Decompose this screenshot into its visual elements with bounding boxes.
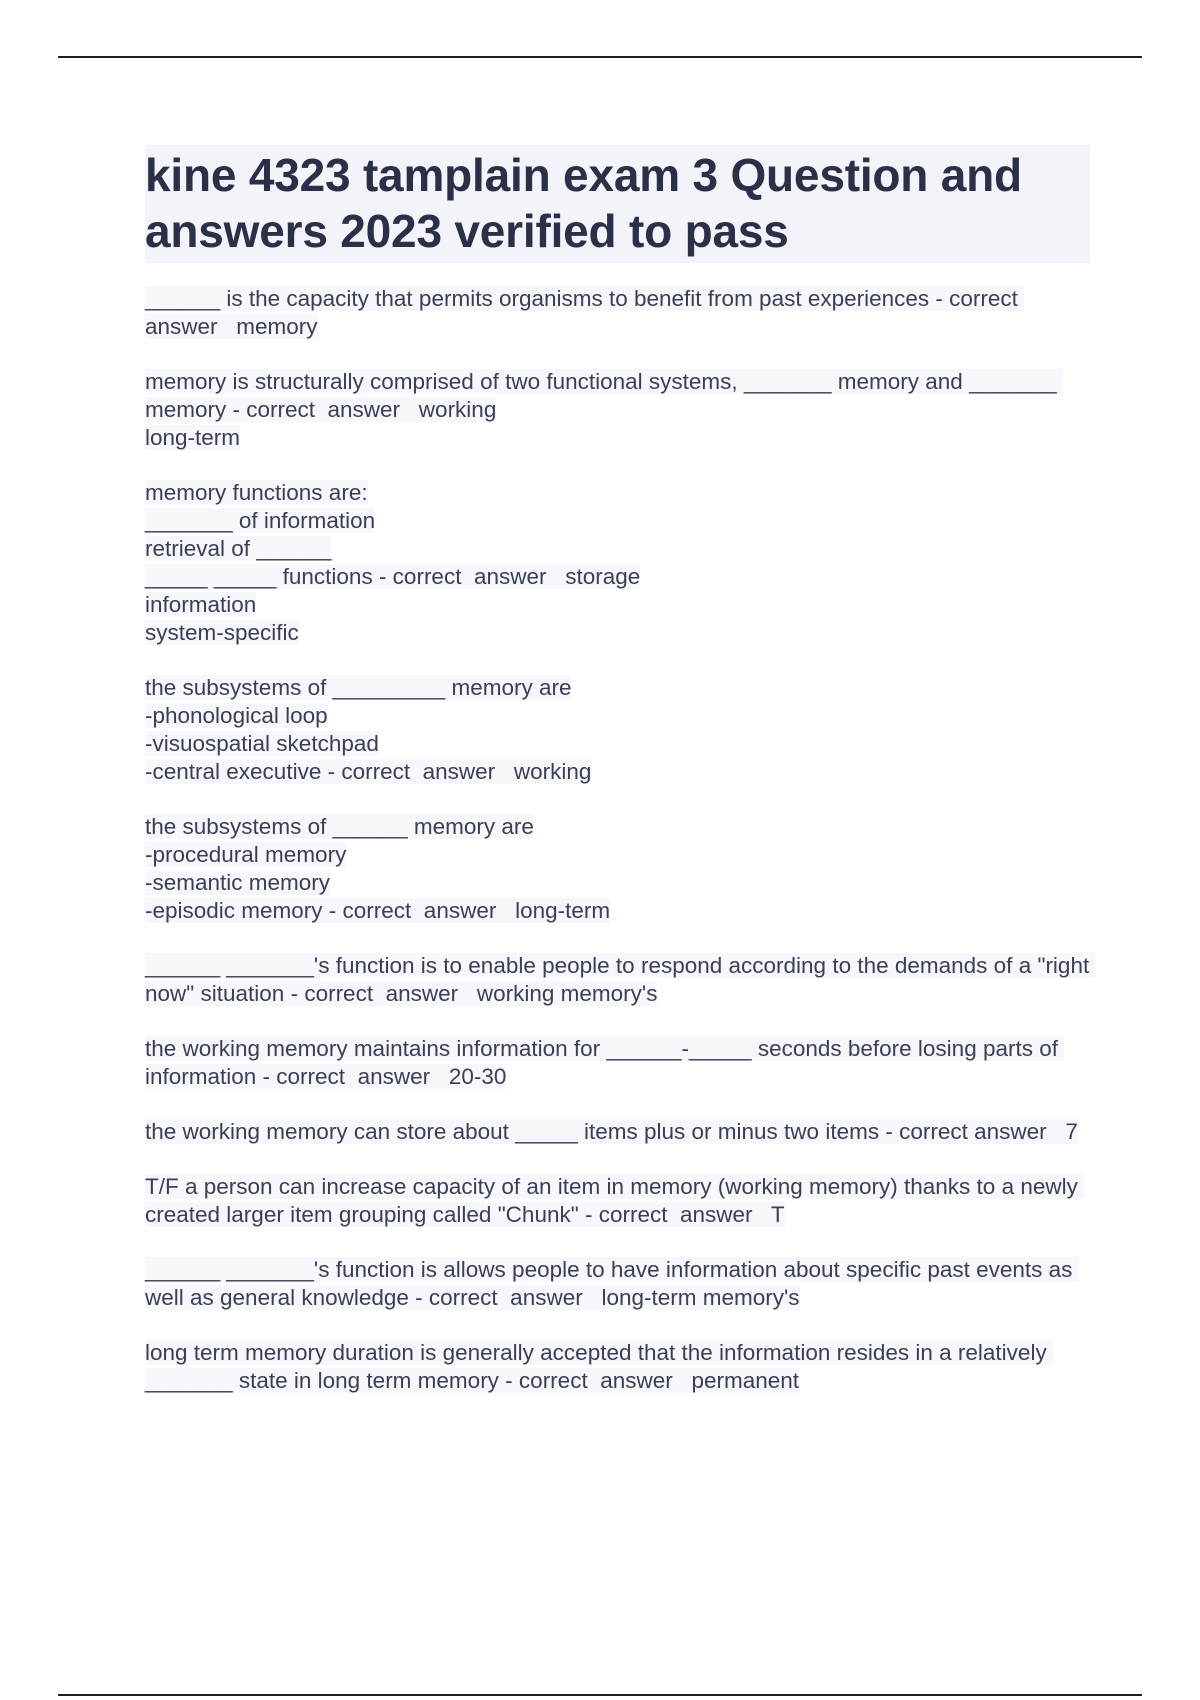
bottom-rule	[58, 1694, 1142, 1696]
qa-text: ______ _______'s function is to enable people to respond according to the demands of a "right now" situation - correct answer working memory's	[145, 953, 1096, 1006]
qa-item	[145, 1118, 1090, 1146]
qa-item	[145, 813, 1090, 925]
qa-item	[145, 674, 1090, 786]
qa-text: memory functions are: _______ of information retrieval of ______ _____ _____ functions - correct answer storage information system-specific	[145, 480, 641, 645]
qa-text: ______ is the capacity that permits organisms to benefit from past experiences - correct answer memory	[145, 286, 1025, 339]
qa-text: the subsystems of _________ memory are -phonological loop -visuospatial sketchpad -central executive - correct answer working	[145, 675, 592, 784]
qa-text: the subsystems of ______ memory are -procedural memory -semantic memory -episodic memory - correct answer long-term	[145, 814, 611, 923]
qa-item	[145, 368, 1090, 452]
document-body	[145, 145, 1096, 1422]
qa-item	[145, 1173, 1090, 1229]
qa-item	[145, 479, 1090, 647]
document-title: kine 4323 tamplain exam 3 Question and answers 2023 verified to pass	[145, 145, 1090, 263]
qa-item	[145, 952, 1096, 1008]
qa-item	[145, 285, 1090, 341]
qa-item	[145, 1035, 1090, 1091]
qa-item	[145, 1256, 1090, 1312]
qa-text: the working memory maintains information for ______-_____ seconds before losing parts of information - correct answer 20-30	[145, 1036, 1065, 1089]
qa-item	[145, 1339, 1090, 1395]
top-rule	[58, 56, 1142, 58]
qa-text: ______ _______'s function is allows people to have information about specific past events as well as general knowledge - correct answer long-term memory's	[145, 1257, 1079, 1310]
qa-text: the working memory can store about _____ items plus or minus two items - correct answer 7	[145, 1119, 1078, 1144]
qa-text: long term memory duration is generally accepted that the information resides in a relatively _______ state in long term memory - correct answer permanent	[145, 1340, 1053, 1393]
qa-text: memory is structurally comprised of two functional systems, _______ memory and _______ memory - correct answer working long-term	[145, 369, 1063, 450]
qa-text: T/F a person can increase capacity of an item in memory (working memory) thanks to a newly created larger item grouping called "Chunk" - correct answer T	[145, 1174, 1085, 1227]
